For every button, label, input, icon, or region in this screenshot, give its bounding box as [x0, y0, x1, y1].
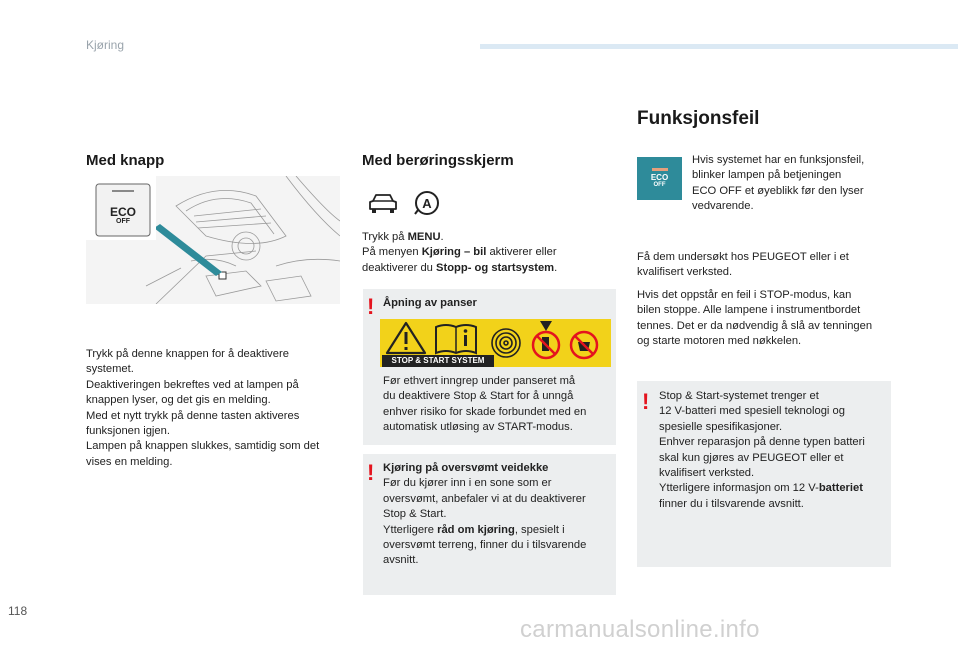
text-line: vedvarende. [692, 200, 754, 213]
text-line: Trykk på denne knappen for å deaktivere [86, 348, 289, 360]
text-line: Stop & Start. [383, 508, 447, 521]
eco-lamp-label-bottom: OFF [653, 182, 666, 188]
text-line: Hvis det oppstår en feil i STOP-modus, kan [637, 289, 852, 301]
text-line: Lampen på knappen slukkes, samtidig som det [86, 440, 320, 453]
malfunction-p1 [637, 250, 897, 281]
text-line: Før ethvert inngrep under panseret må [383, 375, 576, 387]
malfunction-intro [692, 153, 892, 215]
steering-wheel-a-icon [413, 189, 441, 222]
eco-button-label-top: ECO [109, 205, 136, 219]
eco-off-warning-lamp-icon [637, 157, 682, 200]
flooded-road-warning-box [363, 454, 616, 595]
hood-warning-box [363, 289, 616, 445]
text-line: automatisk utløsing av START-modus. [383, 421, 573, 434]
text-line: Stop & Start-systemet trenger et [659, 390, 819, 402]
text-line: funksjonen igjen. [86, 425, 170, 438]
col1-text [86, 347, 346, 470]
car-icon [367, 192, 399, 219]
text-line: Få dem undersøkt hos PEUGEOT eller i et [637, 251, 849, 263]
text-line: systemet. [86, 363, 134, 376]
watermark: carmanualsonline.info [520, 616, 760, 643]
stop-start-sticker [380, 319, 611, 367]
eco-button-label-bottom: OFF [116, 218, 130, 225]
text-line: finner du i tilsvarende avsnitt. [659, 497, 804, 510]
text-line: avsnitt. [383, 554, 419, 567]
text-line: Hvis systemet har en funksjonsfeil, [692, 154, 865, 166]
warning-icon: ! [642, 389, 650, 414]
warning-icon: ! [367, 460, 375, 485]
malfunction-p2 [637, 288, 905, 350]
eco-lamp-label-top: ECO [650, 173, 669, 182]
flooded-road-title: Kjøring på oversvømt veidekke [383, 462, 549, 474]
text-line: kvalifisert verksted. [659, 467, 755, 480]
text-line: Før du kjører inn i en sone som er [383, 477, 552, 490]
hood-warning-text [383, 374, 615, 436]
text-line: kvalifisert verksted. [637, 266, 733, 279]
text-line: enhver risiko for skade forbundet med en [383, 405, 587, 418]
text-line: og starte motoren med nøkkelen. [637, 335, 802, 348]
text-line: vises en melding. [86, 455, 173, 468]
svg-text:A: A [422, 196, 432, 211]
col2-intro: Trykk på MENU. På menyen Kjøring – bil aktiverer eller deaktiverer du Stopp- og startsystem. [362, 231, 558, 274]
warning-icon: ! [367, 294, 375, 319]
text-line: Enhver reparasjon på denne typen batteri [659, 436, 865, 449]
text-line: Deaktiveringen bekreftes ved at lampen på [86, 378, 299, 391]
flooded-road-text: Kjøring på oversvømt veidekke Før du kjører inn i en sone som er oversvømt, anbefaler vi at du deaktiverer Stop & Start. Ytterligere råd om kjøring, spesielt i oversvømt terreng, finner du i tilsvarende avsnitt. [383, 461, 615, 569]
hood-warning-title: Åpning av panser [383, 297, 477, 309]
battery-warning-box [637, 381, 891, 567]
battery-warning-text: Stop & Start-systemet trenger et 12 V-batteri med spesiell teknologi og spesielle spesifikasjoner. Enhver reparasjon på denne typen batteri skal kun gjøres av PEUGEOT eller et kvalifisert verksted. Ytterligere informasjon om 12 V-batteriet finner du i tilsvarende avsnitt. [659, 389, 889, 512]
text-line: 12 V-batteri med spesiell teknologi og [659, 405, 845, 418]
text-line: blinker lampen på betjeningen [692, 169, 842, 182]
text-line: bilen stoppe. Alle lampene i instrumentbordet [637, 304, 861, 317]
text-line: skal kun gjøres av PEUGEOT eller et [659, 451, 844, 464]
text-line: knappen lyser, og det gis en melding. [86, 394, 271, 407]
text-line: oversvømt, anbefaler vi at du deaktiverer [383, 492, 586, 505]
header-bar [480, 44, 958, 49]
text-line: tennes. Det er da nødvendig å slå av tenningen [637, 319, 873, 332]
section-title-touchscreen: Med berøringsskjerm [362, 152, 514, 169]
page-number: 118 [8, 604, 28, 618]
text-line: ECO OFF et øyeblikk før den lyser [692, 184, 864, 197]
section-title-button: Med knapp [86, 152, 165, 169]
text-line: du deaktivere Stop & Start for å unngå [383, 390, 574, 403]
running-header: Kjøring [86, 38, 125, 52]
section-title-malfunction: Funksjonsfeil [637, 108, 760, 129]
dashboard-illustration [86, 176, 340, 304]
dashboard-drawing [86, 176, 340, 304]
text-line: spesielle spesifikasjoner. [659, 420, 783, 433]
sticker-label: STOP & START SYSTEM [391, 356, 485, 365]
text-line: oversvømt terreng, finner du i tilsvarende [383, 539, 587, 552]
text-line: Med et nytt trykk på denne tasten aktiveres [86, 409, 300, 422]
